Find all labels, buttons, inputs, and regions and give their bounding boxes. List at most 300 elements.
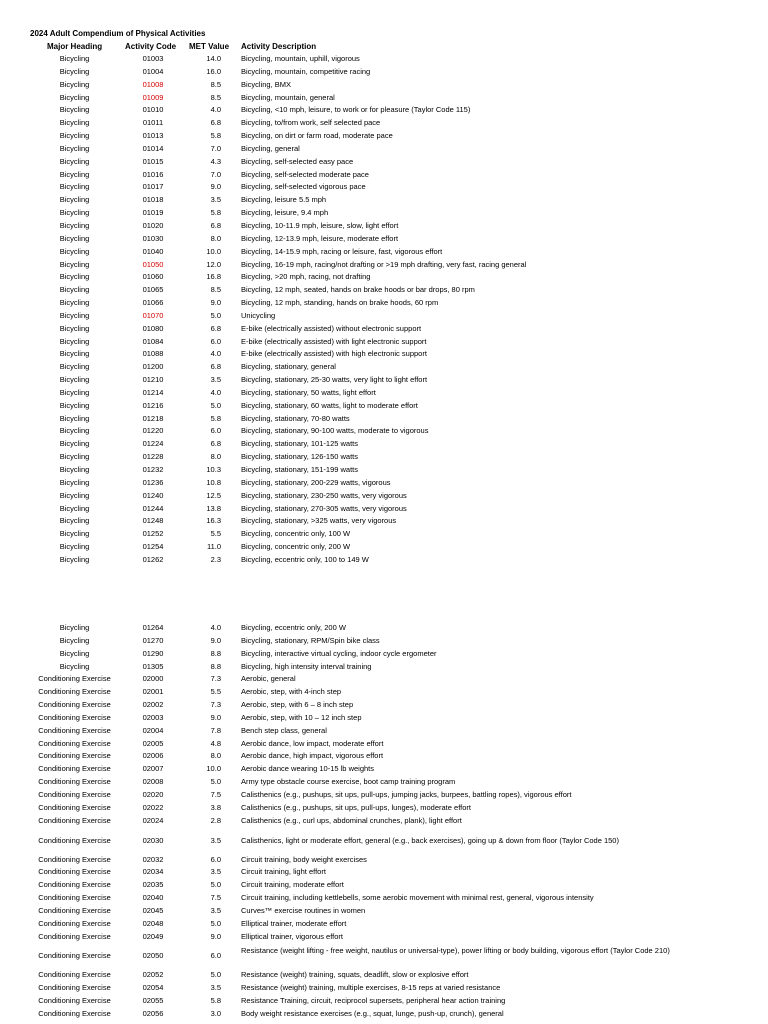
activity-code-cell: 02049 xyxy=(142,931,164,941)
table-row xyxy=(0,130,768,143)
activity-code-cell: 01050 xyxy=(142,259,164,269)
activity-code-cell: 01244 xyxy=(142,503,164,513)
major-heading-cell: Bicycling xyxy=(59,92,90,102)
activity-code-cell: 02006 xyxy=(142,751,164,761)
met-value-cell: 3.8 xyxy=(210,802,221,812)
activity-description-cell: Calisthenics, light or moderate effort, general (e.g., back exercises), going up & down from floor (Taylor Code 150) xyxy=(241,835,619,845)
table-row xyxy=(0,413,768,426)
activity-description-cell: Circuit training, including kettlebells, some aerobic movement with minimal rest, general, vigorous intensity xyxy=(241,893,594,903)
major-heading-cell: Bicycling xyxy=(59,143,90,153)
table-row xyxy=(0,464,768,477)
major-heading-cell: Bicycling xyxy=(59,400,90,410)
activity-code-cell: 01252 xyxy=(142,529,164,539)
met-value-cell: 4.0 xyxy=(210,623,221,632)
major-heading-cell: Conditioning Exercise xyxy=(38,867,111,877)
table-row xyxy=(0,541,768,554)
activity-description-cell: Calisthenics (e.g., pushups, sit ups, pull-ups, jumping jacks, burpees, battling ropes), vigorous effort xyxy=(241,789,572,799)
activity-description-cell: Bicycling, stationary, RPM/Spin bike class xyxy=(241,635,380,645)
activity-description-cell: Bicycling, 14-15.9 mph, racing or leisure, fast, vigorous effort xyxy=(241,246,443,256)
major-heading-cell: Conditioning Exercise xyxy=(38,764,111,774)
table-row xyxy=(0,622,768,635)
table-row xyxy=(0,374,768,387)
activity-code-cell: 01240 xyxy=(142,490,164,500)
activity-description-cell: Unicycling xyxy=(241,310,276,320)
table-row xyxy=(0,336,768,349)
activity-description-cell: Circuit training, light effort xyxy=(241,867,326,877)
met-value-cell: 5.0 xyxy=(210,310,221,320)
major-heading-cell: Conditioning Exercise xyxy=(38,815,111,825)
major-heading-cell: Bicycling xyxy=(59,349,90,359)
activity-code-cell: 01214 xyxy=(142,387,164,397)
activity-description-cell: Aerobic dance, high impact, vigorous effort xyxy=(241,751,384,761)
met-value-cell: 8.5 xyxy=(210,92,221,102)
table-row xyxy=(0,425,768,438)
major-heading-cell: Bicycling xyxy=(59,623,90,632)
activity-code-cell: 01011 xyxy=(142,118,164,128)
activity-description-cell: Bicycling, stationary, >325 watts, very vigorous xyxy=(241,516,397,526)
met-value-cell: 7.3 xyxy=(210,700,221,710)
major-heading-cell: Bicycling xyxy=(59,529,90,539)
met-value-cell: 9.0 xyxy=(210,298,221,308)
activity-code-cell: 01015 xyxy=(142,156,164,166)
major-heading-cell: Conditioning Exercise xyxy=(38,951,111,961)
table-row xyxy=(0,918,768,931)
activity-description-cell: Curves™ exercise routines in women xyxy=(241,905,366,915)
met-value-cell: 5.8 xyxy=(210,413,221,423)
table-row xyxy=(0,995,768,1008)
major-heading-cell: Conditioning Exercise xyxy=(38,835,111,845)
activity-description-cell: Bicycling, stationary, 25-30 watts, very light to light effort xyxy=(241,375,428,385)
met-value-cell: 16.3 xyxy=(206,516,221,526)
table-row xyxy=(0,387,768,400)
activity-code-cell: 02035 xyxy=(142,880,164,890)
activity-description-cell: Resistance Training, circuit, reciprocol supersets, peripheral hear action training xyxy=(241,996,506,1006)
major-heading-cell: Bicycling xyxy=(59,439,90,449)
activity-description-cell: Bicycling, leisure, 9.4 mph xyxy=(241,208,329,218)
activity-code-cell: 02032 xyxy=(142,854,164,864)
major-heading-cell: Bicycling xyxy=(59,413,90,423)
table-row xyxy=(0,554,768,567)
activity-description-cell: Bicycling, 12 mph, seated, hands on brake hoods or bar drops, 80 rpm xyxy=(241,285,475,295)
table-row xyxy=(0,156,768,169)
table-row xyxy=(0,438,768,451)
met-value-cell: 9.0 xyxy=(210,712,221,722)
met-value-cell: 5.8 xyxy=(210,208,221,218)
activity-code-cell: 02005 xyxy=(142,738,164,748)
met-value-cell: 3.5 xyxy=(210,835,221,845)
activity-description-cell: Bicycling, eccentric only, 100 to 149 W xyxy=(241,554,369,564)
table-row xyxy=(0,725,768,738)
met-value-cell: 7.8 xyxy=(210,725,221,735)
activity-code-cell: 01262 xyxy=(142,554,164,564)
met-value-cell: 6.0 xyxy=(210,426,221,436)
activity-code-cell: 01084 xyxy=(142,336,164,346)
activity-code-cell: 02054 xyxy=(142,983,164,993)
major-heading-cell: Bicycling xyxy=(59,220,90,230)
major-heading-cell: Bicycling xyxy=(59,259,90,269)
table-row xyxy=(0,1008,768,1021)
met-value-cell: 10.3 xyxy=(206,465,221,474)
table-row xyxy=(0,969,768,982)
activity-code-cell: 01200 xyxy=(142,362,164,372)
major-heading-cell: Bicycling xyxy=(59,285,90,295)
major-heading-cell: Conditioning Exercise xyxy=(38,996,111,1006)
activity-code-cell: 01040 xyxy=(142,246,164,256)
activity-code-cell: 01060 xyxy=(142,272,164,282)
table-row xyxy=(0,879,768,892)
met-value-cell: 9.0 xyxy=(210,931,221,941)
major-heading-cell: Bicycling xyxy=(59,233,90,243)
activity-description-cell: Bicycling, stationary, 90-100 watts, moderate to vigorous xyxy=(241,426,429,436)
table-row xyxy=(0,194,768,207)
met-value-cell: 6.0 xyxy=(210,951,221,961)
major-heading-cell: Bicycling xyxy=(59,182,90,192)
activity-code-cell: 02003 xyxy=(142,712,164,722)
table-row xyxy=(0,905,768,918)
major-heading-cell: Bicycling xyxy=(59,246,90,256)
met-value-cell: 6.8 xyxy=(210,439,221,449)
activity-description-cell: Calisthenics (e.g., pushups, sit ups, pull-ups, lunges), moderate effort xyxy=(241,802,471,812)
major-heading-cell: Bicycling xyxy=(59,156,90,166)
met-value-cell: 6.8 xyxy=(210,220,221,230)
activity-code-cell: 02001 xyxy=(142,687,164,697)
met-value-cell: 6.8 xyxy=(210,323,221,333)
table-row xyxy=(0,763,768,776)
activity-description-cell: Bicycling, on dirt or farm road, moderate pace xyxy=(241,131,393,141)
major-heading-cell: Conditioning Exercise xyxy=(38,880,111,890)
activity-code-cell: 01080 xyxy=(142,323,164,333)
table-row xyxy=(0,117,768,130)
major-heading-cell: Bicycling xyxy=(59,516,90,526)
table-row xyxy=(0,169,768,182)
activity-description-cell: Calisthenics (e.g., curl ups, abdominal crunches, plank), light effort xyxy=(241,815,462,825)
activity-code-cell: 01008 xyxy=(142,79,164,89)
column-header-activity-description: Activity Description xyxy=(241,42,317,51)
table-row xyxy=(0,750,768,763)
table-row xyxy=(0,661,768,674)
activity-description-cell: Elliptical trainer, vigorous effort xyxy=(241,931,343,941)
activity-description-cell: Bicycling, stationary, general xyxy=(241,362,336,372)
column-header-met-value: MET Value xyxy=(189,42,230,51)
table-row xyxy=(0,815,768,828)
met-value-cell: 9.0 xyxy=(210,635,221,645)
table-row xyxy=(0,143,768,156)
activity-code-cell: 01013 xyxy=(142,131,164,141)
document-title: 2024 Adult Compendium of Physical Activities xyxy=(30,29,206,38)
activity-description-cell: Circuit training, body weight exercises xyxy=(241,854,367,864)
met-value-cell: 6.8 xyxy=(210,362,221,372)
table-row xyxy=(0,477,768,490)
major-heading-cell: Conditioning Exercise xyxy=(38,700,111,710)
table-row xyxy=(0,673,768,686)
activity-description-cell: Bicycling, 12-13.9 mph, leisure, moderate effort xyxy=(241,233,399,243)
activity-code-cell: 01270 xyxy=(142,635,164,645)
activity-code-cell: 02007 xyxy=(142,764,164,774)
activity-description-cell: Bicycling, high intensity interval training xyxy=(241,661,372,671)
met-value-cell: 3.5 xyxy=(210,867,221,877)
activity-description-cell: E-bike (electrically assisted) with high electronic support xyxy=(241,349,427,359)
major-heading-cell: Conditioning Exercise xyxy=(38,687,111,697)
table-row xyxy=(0,259,768,272)
activity-description-cell: Body weight resistance exercises (e.g., squat, lunge, push-up, crunch), general xyxy=(241,1008,504,1018)
activity-code-cell: 02004 xyxy=(142,725,164,735)
activity-code-cell: 02034 xyxy=(142,867,164,877)
major-heading-cell: Bicycling xyxy=(59,465,90,474)
activity-description-cell: Bicycling, 10-11.9 mph, leisure, slow, light effort xyxy=(241,220,399,230)
met-value-cell: 6.8 xyxy=(210,118,221,128)
table-row xyxy=(0,181,768,194)
met-value-cell: 8.0 xyxy=(210,452,221,462)
activity-description-cell: Bicycling, stationary, 151-199 watts xyxy=(241,465,359,474)
met-value-cell: 16.8 xyxy=(206,272,221,282)
activity-code-cell: 01066 xyxy=(142,298,164,308)
activity-code-cell: 02040 xyxy=(142,893,164,903)
table-row xyxy=(0,310,768,323)
activity-code-cell: 02008 xyxy=(142,777,164,787)
activity-code-cell: 01009 xyxy=(142,92,164,102)
activity-description-cell: Bicycling, stationary, 50 watts, light effort xyxy=(241,387,376,397)
table-row xyxy=(0,323,768,336)
activity-description-cell: Aerobic, step, with 4-inch step xyxy=(241,687,342,697)
major-heading-cell: Conditioning Exercise xyxy=(38,712,111,722)
activity-description-cell: Bicycling, stationary, 60 watts, light to moderate effort xyxy=(241,400,418,410)
activity-description-cell: Bicycling, mountain, general xyxy=(241,92,335,102)
met-value-cell: 8.0 xyxy=(210,233,221,243)
table-row xyxy=(0,528,768,541)
met-value-cell: 7.0 xyxy=(210,169,221,179)
major-heading-cell: Conditioning Exercise xyxy=(38,970,111,980)
activity-code-cell: 01019 xyxy=(142,208,164,218)
activity-code-cell: 01018 xyxy=(142,195,164,205)
activity-code-cell: 01003 xyxy=(142,54,164,63)
activity-code-cell: 01254 xyxy=(142,542,164,552)
activity-description-cell: Bicycling, stationary, 270-305 watts, very vigorous xyxy=(241,503,407,513)
met-value-cell: 2.3 xyxy=(210,554,221,564)
major-heading-cell: Conditioning Exercise xyxy=(38,777,111,787)
activity-description-cell: Circuit training, moderate effort xyxy=(241,880,344,890)
activity-description-cell: Bicycling, concentric only, 200 W xyxy=(241,542,351,552)
table-row xyxy=(0,854,768,867)
activity-code-cell: 02050 xyxy=(142,951,164,961)
table-row xyxy=(0,699,768,712)
major-heading-cell: Conditioning Exercise xyxy=(38,931,111,941)
table-row xyxy=(0,104,768,117)
activity-code-cell: 01014 xyxy=(142,143,164,153)
activity-description-cell: Bicycling, leisure 5.5 mph xyxy=(241,195,327,205)
major-heading-cell: Bicycling xyxy=(59,131,90,141)
activity-description-cell: Bicycling, self-selected vigorous pace xyxy=(241,182,366,192)
activity-description-cell: Bicycling, 16-19 mph, racing/not drafting or >19 mph drafting, very fast, racing general xyxy=(241,259,527,269)
table-row xyxy=(0,789,768,802)
table-row xyxy=(0,866,768,879)
table-row xyxy=(0,982,768,995)
activity-code-cell: 02002 xyxy=(142,700,164,710)
activity-description-cell: E-bike (electrically assisted) without electronic support xyxy=(241,323,422,333)
table-row xyxy=(0,233,768,246)
activity-code-cell: 01232 xyxy=(142,465,164,474)
major-heading-cell: Bicycling xyxy=(59,362,90,372)
activity-description-cell: Bicycling, <10 mph, leisure, to work or for pleasure (Taylor Code 115) xyxy=(241,105,471,115)
table-row xyxy=(0,802,768,815)
major-heading-cell: Bicycling xyxy=(59,375,90,385)
activity-description-cell: Bicycling, eccentric only, 200 W xyxy=(241,623,346,632)
met-value-cell: 8.8 xyxy=(210,661,221,671)
table-row xyxy=(0,776,768,789)
major-heading-cell: Bicycling xyxy=(59,195,90,205)
activity-code-cell: 02030 xyxy=(142,835,164,845)
activity-description-cell: Elliptical trainer, moderate effort xyxy=(241,918,347,928)
activity-code-cell: 02000 xyxy=(142,674,164,684)
activity-code-cell: 01248 xyxy=(142,516,164,526)
activity-code-cell: 01030 xyxy=(142,233,164,243)
activity-code-cell: 02020 xyxy=(142,789,164,799)
activity-description-cell: Bench step class, general xyxy=(241,725,327,735)
activity-code-cell: 01224 xyxy=(142,439,164,449)
major-heading-cell: Bicycling xyxy=(59,79,90,89)
table-row xyxy=(0,686,768,699)
met-value-cell: 10.0 xyxy=(206,764,221,774)
column-header-activity-code: Activity Code xyxy=(125,42,177,51)
activity-code-cell: 01210 xyxy=(142,375,164,385)
table-row xyxy=(0,490,768,503)
met-value-cell: 4.0 xyxy=(210,387,221,397)
met-value-cell: 6.0 xyxy=(210,854,221,864)
table-row xyxy=(0,515,768,528)
major-heading-cell: Bicycling xyxy=(59,169,90,179)
activity-description-cell: Aerobic dance wearing 10-15 lb weights xyxy=(241,764,374,774)
activity-code-cell: 01305 xyxy=(142,661,164,671)
major-heading-cell: Bicycling xyxy=(59,503,90,513)
activity-description-cell: Bicycling, mountain, competitive racing xyxy=(241,66,371,76)
met-value-cell: 7.3 xyxy=(210,674,221,684)
activity-code-cell: 01010 xyxy=(142,105,164,115)
table-row xyxy=(0,220,768,233)
activity-code-cell: 01020 xyxy=(142,220,164,230)
major-heading-cell: Bicycling xyxy=(59,554,90,564)
major-heading-cell: Conditioning Exercise xyxy=(38,674,111,684)
activity-code-cell: 01290 xyxy=(142,648,164,658)
met-value-cell: 16.0 xyxy=(206,66,221,76)
met-value-cell: 4.0 xyxy=(210,349,221,359)
major-heading-cell: Bicycling xyxy=(59,490,90,500)
activity-table-section-1 xyxy=(0,53,768,567)
met-value-cell: 10.8 xyxy=(206,477,221,487)
met-value-cell: 5.0 xyxy=(210,880,221,890)
met-value-cell: 7.5 xyxy=(210,893,221,903)
major-heading-cell: Bicycling xyxy=(59,208,90,218)
major-heading-cell: Bicycling xyxy=(59,635,90,645)
major-heading-cell: Conditioning Exercise xyxy=(38,983,111,993)
met-value-cell: 8.5 xyxy=(210,79,221,89)
major-heading-cell: Conditioning Exercise xyxy=(38,893,111,903)
major-heading-cell: Conditioning Exercise xyxy=(38,789,111,799)
met-value-cell: 5.8 xyxy=(210,996,221,1006)
met-value-cell: 5.0 xyxy=(210,777,221,787)
activity-description-cell: Army type obstacle course exercise, boot camp training program xyxy=(241,777,456,787)
activity-description-cell: Bicycling, stationary, 126-150 watts xyxy=(241,452,359,462)
activity-code-cell: 01070 xyxy=(142,310,164,320)
met-value-cell: 11.0 xyxy=(206,542,221,552)
met-value-cell: 7.5 xyxy=(210,789,221,799)
met-value-cell: 3.5 xyxy=(210,983,221,993)
table-row xyxy=(0,361,768,374)
met-value-cell: 2.8 xyxy=(210,815,221,825)
activity-code-cell: 02045 xyxy=(142,905,164,915)
activity-description-cell: Resistance (weight) training, squats, deadlift, slow or explosive effort xyxy=(241,970,469,980)
table-row xyxy=(0,207,768,220)
activity-code-cell: 02048 xyxy=(142,918,164,928)
major-heading-cell: Conditioning Exercise xyxy=(38,905,111,915)
major-heading-cell: Conditioning Exercise xyxy=(38,918,111,928)
activity-code-cell: 01220 xyxy=(142,426,164,436)
major-heading-cell: Conditioning Exercise xyxy=(38,738,111,748)
major-heading-cell: Bicycling xyxy=(59,661,90,671)
major-heading-cell: Bicycling xyxy=(59,66,90,76)
activity-code-cell: 01065 xyxy=(142,285,164,295)
activity-description-cell: Aerobic, step, with 10 – 12 inch step xyxy=(241,712,362,722)
activity-code-cell: 01218 xyxy=(142,413,164,423)
major-heading-cell: Bicycling xyxy=(59,54,90,63)
table-row xyxy=(0,635,768,648)
table-row xyxy=(0,712,768,725)
met-value-cell: 12.5 xyxy=(206,490,221,500)
major-heading-cell: Conditioning Exercise xyxy=(38,802,111,812)
activity-description-cell: Bicycling, >20 mph, racing, not drafting xyxy=(241,272,371,282)
activity-code-cell: 01017 xyxy=(142,182,164,192)
activity-description-cell: Bicycling, self-selected easy pace xyxy=(241,156,354,166)
major-heading-cell: Bicycling xyxy=(59,336,90,346)
activity-description-cell: Aerobic, step, with 6 – 8 inch step xyxy=(241,700,354,710)
activity-code-cell: 01264 xyxy=(142,623,164,632)
major-heading-cell: Bicycling xyxy=(59,272,90,282)
table-row xyxy=(0,451,768,464)
major-heading-cell: Bicycling xyxy=(59,477,90,487)
met-value-cell: 13.8 xyxy=(206,503,221,513)
activity-code-cell: 01004 xyxy=(142,66,164,76)
activity-description-cell: Bicycling, BMX xyxy=(241,79,292,89)
activity-code-cell: 01016 xyxy=(142,169,164,179)
major-heading-cell: Conditioning Exercise xyxy=(38,854,111,864)
activity-code-cell: 02024 xyxy=(142,815,164,825)
met-value-cell: 14.0 xyxy=(206,54,221,63)
activity-code-cell: 01216 xyxy=(142,400,164,410)
met-value-cell: 4.3 xyxy=(210,156,221,166)
table-row xyxy=(0,79,768,92)
met-value-cell: 6.0 xyxy=(210,336,221,346)
major-heading-cell: Conditioning Exercise xyxy=(38,725,111,735)
activity-description-cell: Bicycling, general xyxy=(241,143,300,153)
activity-description-cell: E-bike (electrically assisted) with light electronic support xyxy=(241,336,427,346)
met-value-cell: 5.5 xyxy=(210,529,221,539)
major-heading-cell: Bicycling xyxy=(59,648,90,658)
met-value-cell: 3.5 xyxy=(210,375,221,385)
met-value-cell: 3.0 xyxy=(210,1008,221,1018)
table-row xyxy=(0,348,768,361)
met-value-cell: 5.0 xyxy=(210,970,221,980)
met-value-cell: 4.8 xyxy=(210,738,221,748)
activity-description-cell: Bicycling, mountain, uphill, vigorous xyxy=(241,54,360,63)
table-row xyxy=(0,503,768,516)
major-heading-cell: Conditioning Exercise xyxy=(38,1008,111,1018)
activity-code-cell: 02055 xyxy=(142,996,164,1006)
table-row xyxy=(0,66,768,79)
met-value-cell: 5.5 xyxy=(210,687,221,697)
activity-description-cell: Resistance (weight) training, multiple exercises, 8-15 reps at varied resistance xyxy=(241,983,501,993)
table-row xyxy=(0,271,768,284)
activity-description-cell: Aerobic dance, low impact, moderate effort xyxy=(241,738,384,748)
table-row xyxy=(0,943,768,969)
table-row xyxy=(0,297,768,310)
